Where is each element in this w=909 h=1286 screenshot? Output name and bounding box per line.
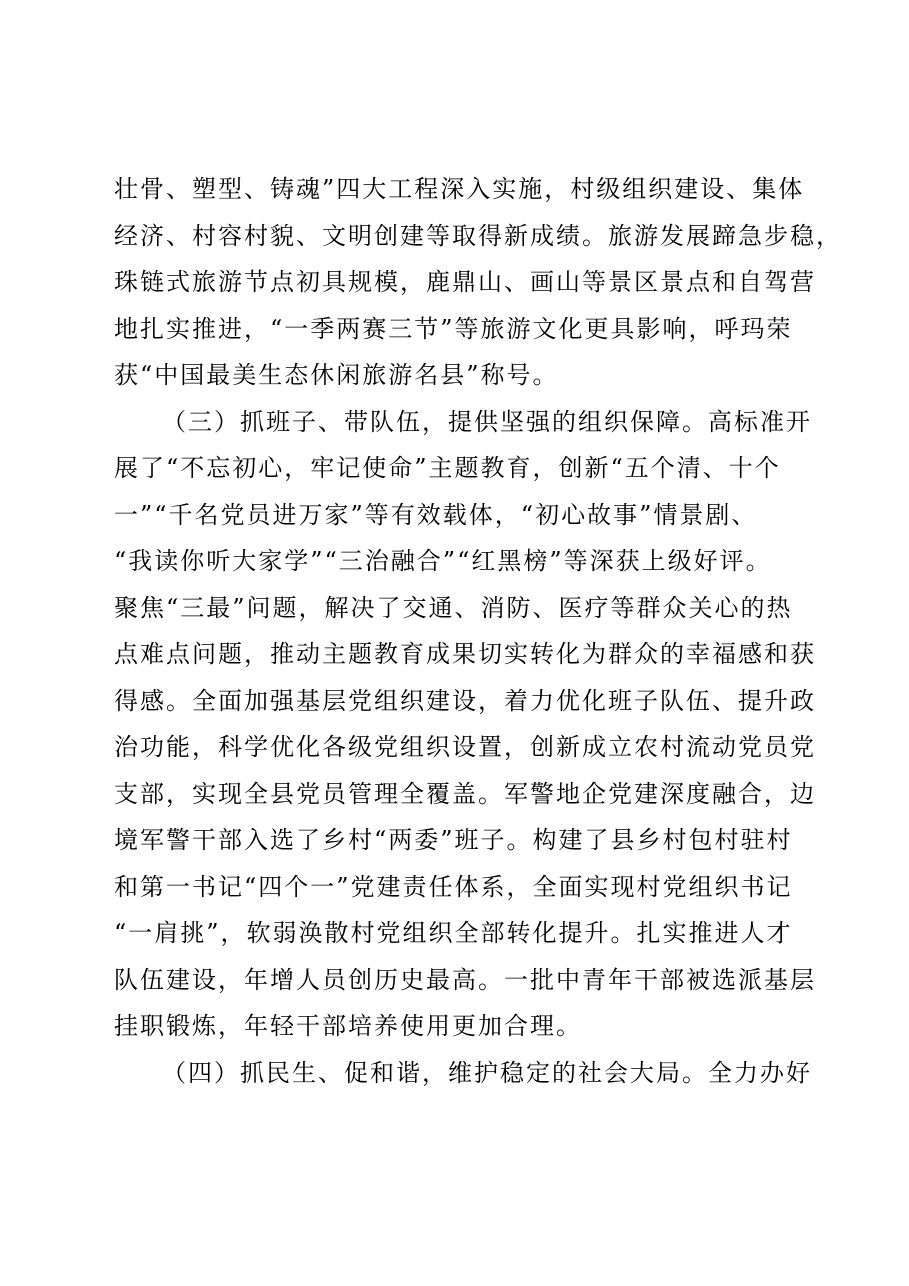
text-line-1: 壮骨、塑型、铸魂”四大工程深入实施，村级组织建设、集体 bbox=[114, 175, 805, 203]
text-line-17: “一肩挑”，软弱涣散村党组织全部转化提升。扎实推进人才 bbox=[114, 919, 793, 947]
text-line-2: 经济、村容村貌、文明创建等取得新成绩。旅游发展蹄急步稳， bbox=[114, 221, 842, 250]
text-line-13: 治功能，科学优化各级党组织设置，创新成立农村流动党员党 bbox=[114, 733, 816, 761]
text-line-5: 获“中国最美生态休闲旅游名县”称号。 bbox=[114, 361, 559, 389]
text-line-15: 境军警干部入选了乡村“两委”班子。构建了县乡村包村驻村 bbox=[114, 826, 793, 854]
text-line-10: 聚焦“三最”问题，解决了交通、消防、医疗等群众关心的热 bbox=[114, 593, 793, 622]
text-line-18: 队伍建设，年增人员创历史最高。一批中青年干部被选派基层 bbox=[114, 965, 816, 994]
text-line-19: 挂职锻炼，年轻干部培养使用更加合理。 bbox=[114, 1012, 582, 1040]
text-line-14: 支部，实现全县党员管理全覆盖。军警地企党建深度融合，边 bbox=[114, 779, 816, 808]
text-line-3: 珠链式旅游节点初具规模，鹿鼎山、画山等景区景点和自驾营 bbox=[114, 268, 816, 296]
text-line-8: 一”“千名党员进万家”等有效载体，“初心故事”情景剧、 bbox=[114, 500, 758, 529]
text-line-7: 展了“不忘初心，牢记使命”主题教育，创新“五个清、十个 bbox=[114, 454, 781, 482]
text-line-16: 和第一书记“四个一”党建责任体系，全面实现村党组织书记 bbox=[114, 872, 793, 901]
body-text bbox=[114, 166, 842, 1096]
text-line-12: 得感。全面加强基层党组织建设，着力优化班子队伍、提升政 bbox=[114, 686, 816, 715]
text-line-4: 地扎实推进，“一季两赛三节”等旅游文化更具影响，呼玛荣 bbox=[114, 314, 793, 343]
section-heading-three: （三）抓班子、带队伍，提供坚强的组织保障。高标准开 bbox=[162, 407, 812, 436]
text-line-9: “我读你听大家学”“三治融合”“红黑榜”等深获上级好评。 bbox=[114, 547, 772, 575]
section-heading-four: （四）抓民生、促和谐，维护稳定的社会大局。全力办好 bbox=[162, 1058, 812, 1087]
text-line-11: 点难点问题，推动主题教育成果切实转化为群众的幸福感和获 bbox=[114, 640, 816, 668]
